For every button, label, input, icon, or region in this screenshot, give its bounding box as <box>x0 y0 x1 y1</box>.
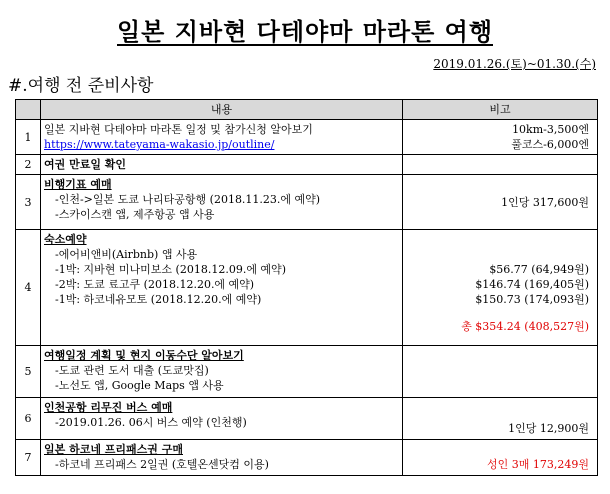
table-header-row <box>16 100 598 120</box>
row-item: -에어비앤비(Airbnb) 앱 사용 <box>55 248 198 261</box>
row-note <box>403 230 598 346</box>
row-note <box>403 120 598 155</box>
row-content <box>41 440 403 476</box>
row-content <box>41 175 403 230</box>
row-item: -노선도 앱, Google Maps 앱 사용 <box>55 379 224 392</box>
table-row <box>16 175 598 230</box>
row-heading: 숙소예약 <box>44 233 87 246</box>
header-number <box>16 100 41 120</box>
row-item: -인천->일본 도쿄 나리타공항행 (2018.11.23.에 예약) <box>55 193 321 206</box>
note-line: 1인당 12,900원 <box>508 422 589 435</box>
header-content: 내용 <box>41 100 403 120</box>
note-line: 10km-3,500엔 <box>512 123 589 136</box>
preparation-table <box>15 99 598 476</box>
row-number: 3 <box>16 175 41 230</box>
row-content <box>41 155 403 175</box>
row-heading: 여행일정 계획 및 현지 이동수단 알아보기 <box>44 349 244 362</box>
row-heading: 비행기표 예매 <box>44 178 112 191</box>
table-row <box>16 155 598 175</box>
row-item: -1박: 지바현 미나미보소 (2018.12.09.에 예약) <box>55 263 286 276</box>
row-item: -하코네 프리패스 2일권 (호텔온센닷컴 이용) <box>55 458 269 471</box>
note-line: 풀코스-6,000엔 <box>511 138 589 151</box>
row-item: -2박: 도쿄 료고쿠 (2018.12.20.에 예약) <box>55 278 255 291</box>
row-number: 1 <box>16 120 41 155</box>
note-line: $150.73 (174,093원) <box>475 293 589 306</box>
row-content <box>41 230 403 346</box>
row-content <box>41 346 403 398</box>
table-row <box>16 346 598 398</box>
row-item: -스카이스캔 앱, 제주항공 앱 사용 <box>55 208 215 221</box>
row-note <box>403 175 598 230</box>
freepass-total: 성인 3매 173,249원 <box>487 458 589 471</box>
note-line: 1인당 317,600원 <box>501 195 589 209</box>
row-note <box>403 155 598 175</box>
row-number: 7 <box>16 440 41 476</box>
table-row <box>16 398 598 440</box>
row-number: 2 <box>16 155 41 175</box>
row-number: 6 <box>16 398 41 440</box>
row-note <box>403 440 598 476</box>
outline-link[interactable]: https://www.tateyama-wakasio.jp/outline/ <box>44 138 275 151</box>
date-range: 2019.01.26.(토)~01.30.(수) <box>433 57 596 71</box>
table-row <box>16 120 598 155</box>
row-number: 4 <box>16 230 41 346</box>
row-heading: 일본 지바현 다테야마 마라톤 일정 및 참가신청 알아보기 <box>44 123 313 136</box>
row-item: -도쿄 관련 도서 대출 (도쿄맛집) <box>55 364 209 377</box>
row-note <box>403 346 598 398</box>
row-item: -1박: 하코네유모토 (2018.12.20.에 예약) <box>55 293 262 306</box>
note-line: $56.77 (64,949원) <box>489 263 589 276</box>
row-heading: 인천공항 리무진 버스 예매 <box>44 401 173 414</box>
lodging-total: 총 $354.24 (408,527원) <box>461 320 589 333</box>
table-row <box>16 440 598 476</box>
row-heading: 여권 만료일 확인 <box>44 158 127 171</box>
row-number: 5 <box>16 346 41 398</box>
row-content <box>41 120 403 155</box>
table-row <box>16 230 598 346</box>
note-line: $146.74 (169,405원) <box>475 278 589 291</box>
document-title: 일본 지바현 다테야마 마라톤 여행 <box>117 17 493 46</box>
section-title: #.여행 전 준비사항 <box>8 76 154 96</box>
row-content <box>41 398 403 440</box>
row-note <box>403 398 598 440</box>
row-item: -2019.01.26. 06시 버스 예약 (인천행) <box>55 416 247 429</box>
row-heading: 일본 하코네 프리패스권 구매 <box>44 443 183 456</box>
header-note: 비고 <box>403 100 598 120</box>
